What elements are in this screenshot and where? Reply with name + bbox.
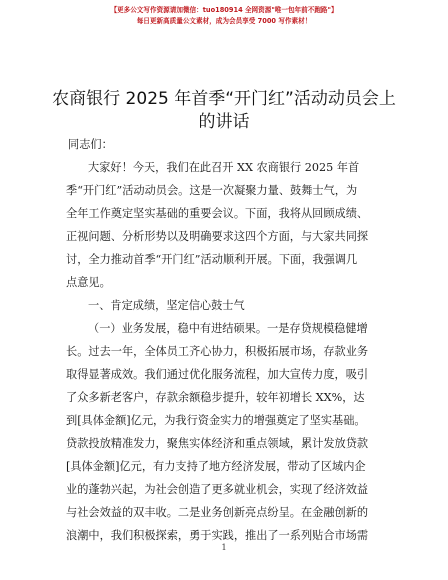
paragraph-line: 浪潮中，我们积极探索，勇于实践，推出了一系列贴合市场需	[66, 529, 369, 542]
promo-banner	[0, 5, 448, 27]
paragraph-line: （一）业务发展，稳中有进结硕果。一是存贷规模稳健增	[88, 322, 368, 335]
document-title	[40, 88, 408, 134]
paragraph-line: 长。过去一年，全体员工齐心协力，积极拓展市场，存款业务	[66, 345, 369, 358]
section-heading: 一、肯定成绩，坚定信心鼓士气	[88, 299, 245, 312]
greeting: 同志们：	[68, 138, 113, 151]
paragraph-line: 了众多新老客户，存款余额稳步提升，较年初增长 XX%，达	[66, 391, 365, 404]
paragraph-line: 贷款投放精准发力，聚焦实体经济和重点领域，累计发放贷款	[66, 437, 369, 450]
paragraph-line: 季“开门红”活动动员会。这是一次凝聚力量、鼓舞士气，为	[66, 184, 358, 197]
paragraph-line: 全年工作奠定坚实基础的重要会议。下面，我将从回顾成绩、	[66, 207, 369, 220]
page-number: 1	[221, 543, 227, 552]
paragraph-line: 正视问题、分析形势以及明确要求这四个方面，与大家共同探	[66, 230, 369, 243]
paragraph-line: 业的蓬勃兴起，为社会创造了更多就业机会，实现了经济效益	[66, 483, 369, 496]
paragraph-line: 到[具体金额]亿元，为我行资金实力的增强奠定了坚实基础。	[66, 414, 366, 427]
title-line-1: 农商银行 2025 年首季“开门红”活动动员会上	[52, 89, 396, 109]
document-body	[66, 133, 388, 547]
paragraph-line: 大家好！今天，我们在此召开 XX 农商银行 2025 年首	[88, 161, 360, 174]
banner-line-2: 每日更新高质量公文素材，成为会员享受 7000 写作素材！	[136, 17, 312, 25]
paragraph-line: 讨，全力推动首季“开门红”活动顺利开展。下面，我强调几	[66, 253, 358, 266]
title-line-2: 的讲话	[198, 112, 250, 132]
paragraph-line: 取得显著成效。我们通过优化服务流程，加大宣传力度，吸引	[66, 368, 369, 381]
paragraph-line: [具体金额]亿元，有力支持了地方经济发展，带动了区域内企	[66, 460, 366, 473]
paragraph-line: 与社会效益的双丰收。二是业务创新亮点纷呈。在金融创新的	[66, 506, 369, 519]
paragraph-line: 点意见。	[66, 276, 111, 289]
banner-line-1: 【更多公文写作资源请加微信：tuo180914 全网资源"唯一包年前不跑路"】	[110, 6, 338, 14]
